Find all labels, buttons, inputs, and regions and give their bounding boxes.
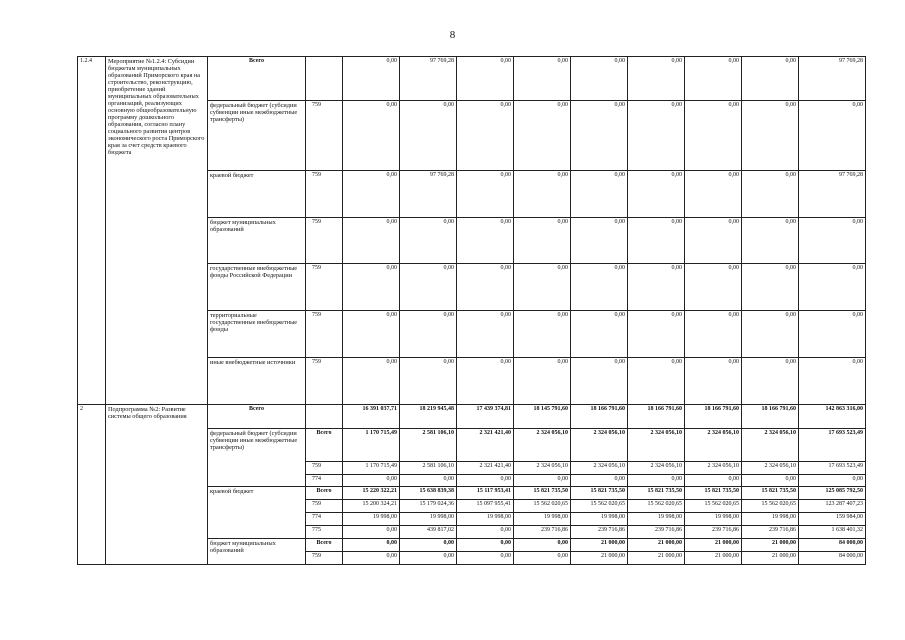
r1-src0-value-9: 0,00 bbox=[799, 101, 866, 171]
r1-src4-value-8: 0,00 bbox=[742, 311, 799, 358]
funding-source-label: территориальные государственные внебюджетные фонды bbox=[208, 311, 306, 358]
r1-src0-value-5: 0,00 bbox=[571, 101, 628, 171]
funding-source-label: федеральный бюджет (субсидии субвенции иные межбюджетные трансферты) bbox=[208, 101, 306, 171]
r2-mun1-value-6: 21 000,00 bbox=[628, 552, 685, 565]
r2-fed2-value-2: 0,00 bbox=[400, 475, 457, 487]
r1-src1-value-5: 0,00 bbox=[571, 171, 628, 218]
r1-src3-value-3: 0,00 bbox=[457, 264, 514, 311]
r1-src1-value-7: 0,00 bbox=[685, 171, 742, 218]
r1-src0-value-3: 0,00 bbox=[457, 101, 514, 171]
r2-fed2-value-4: 0,00 bbox=[514, 475, 571, 487]
r2-fed1-value-4: 2 324 056,10 bbox=[514, 462, 571, 475]
budget-code: 759 bbox=[306, 500, 343, 513]
r1-total-value-6: 0,00 bbox=[628, 57, 685, 101]
r2-reg2-value-8: 19 998,00 bbox=[742, 513, 799, 526]
r2-reg3-value-7: 239 716,86 bbox=[685, 526, 742, 539]
r2-total-value-1: 16 391 037,71 bbox=[343, 405, 400, 429]
budget-table bbox=[77, 56, 866, 565]
r1-total-value-5: 0,00 bbox=[571, 57, 628, 101]
r1-src2-value-1: 0,00 bbox=[343, 218, 400, 264]
total-label: Всего bbox=[208, 405, 306, 429]
total-label: Всего bbox=[208, 57, 306, 101]
r2-total-value-7: 18 166 791,60 bbox=[685, 405, 742, 429]
r1-src3-value-4: 0,00 bbox=[514, 264, 571, 311]
r2-reg2-value-5: 19 998,00 bbox=[571, 513, 628, 526]
r1-src2-value-3: 0,00 bbox=[457, 218, 514, 264]
row-number: 1.2.4 bbox=[78, 57, 106, 405]
row-2-total bbox=[78, 405, 866, 429]
r2-reg3-value-9: 1 638 401,32 bbox=[799, 526, 866, 539]
r1-total-value-8: 0,00 bbox=[742, 57, 799, 101]
r2-mun1-value-3: 0,00 bbox=[457, 552, 514, 565]
r2-total-value-3: 17 439 374,81 bbox=[457, 405, 514, 429]
r2-reg1-value-6: 15 562 020,65 bbox=[628, 500, 685, 513]
r2-fed0-value-1: 1 170 715,49 bbox=[343, 429, 400, 462]
r2-reg1-value-3: 15 097 955,41 bbox=[457, 500, 514, 513]
funding-source-label: государственные внебюджетные фонды Российской Федерации bbox=[208, 264, 306, 311]
r1-src1-value-6: 0,00 bbox=[628, 171, 685, 218]
r1-src0-value-2: 0,00 bbox=[400, 101, 457, 171]
r2-mun1-value-4: 0,00 bbox=[514, 552, 571, 565]
subprogram-title: Подпрограмма №2: Развитие системы общего образования bbox=[106, 405, 208, 565]
funding-source-label: краевой бюджет bbox=[208, 171, 306, 218]
r2-total-value-4: 18 145 791,60 bbox=[514, 405, 571, 429]
page-number: 8 bbox=[449, 29, 456, 41]
r2-reg1-value-5: 15 562 020,65 bbox=[571, 500, 628, 513]
r1-src3-value-9: 0,00 bbox=[799, 264, 866, 311]
r1-src2-value-2: 0,00 bbox=[400, 218, 457, 264]
r1-src4-value-6: 0,00 bbox=[628, 311, 685, 358]
r1-src5-value-7: 0,00 bbox=[685, 358, 742, 405]
r2-fed1-value-2: 2 581 106,10 bbox=[400, 462, 457, 475]
r1-src5-value-9: 0,00 bbox=[799, 358, 866, 405]
r2-mun1-value-5: 21 000,00 bbox=[571, 552, 628, 565]
budget-code: 759 bbox=[306, 358, 343, 405]
r2-fed2-value-9: 0,00 bbox=[799, 475, 866, 487]
r2-fed0-value-6: 2 324 056,10 bbox=[628, 429, 685, 462]
r2-reg2-value-6: 19 998,00 bbox=[628, 513, 685, 526]
r2-mun0-value-2: 0,00 bbox=[400, 539, 457, 552]
r1-src3-value-1: 0,00 bbox=[343, 264, 400, 311]
r2-fed2-value-5: 0,00 bbox=[571, 475, 628, 487]
r1-src4-value-7: 0,00 bbox=[685, 311, 742, 358]
r1-src1-value-4: 0,00 bbox=[514, 171, 571, 218]
r1-total-value-3: 0,00 bbox=[457, 57, 514, 101]
r2-reg1-value-9: 123 287 407,23 bbox=[799, 500, 866, 513]
r2-fed0-value-9: 17 693 523,49 bbox=[799, 429, 866, 462]
r1-src2-value-5: 0,00 bbox=[571, 218, 628, 264]
r2-reg0-value-4: 15 821 735,50 bbox=[514, 487, 571, 500]
r1-src0-value-7: 0,00 bbox=[685, 101, 742, 171]
r2-fed0-value-5: 2 324 056,10 bbox=[571, 429, 628, 462]
r2-fed2-value-6: 0,00 bbox=[628, 475, 685, 487]
budget-code: 775 bbox=[306, 526, 343, 539]
r1-src0-value-6: 0,00 bbox=[628, 101, 685, 171]
r1-src5-value-3: 0,00 bbox=[457, 358, 514, 405]
r2-reg1-value-7: 15 562 020,65 bbox=[685, 500, 742, 513]
r1-total-value-1: 0,00 bbox=[343, 57, 400, 101]
r1-src2-value-4: 0,00 bbox=[514, 218, 571, 264]
r1-src0-value-8: 0,00 bbox=[742, 101, 799, 171]
r1-src5-value-2: 0,00 bbox=[400, 358, 457, 405]
r2-reg1-value-8: 15 562 020,65 bbox=[742, 500, 799, 513]
r1-src5-value-6: 0,00 bbox=[628, 358, 685, 405]
r2-mun0-value-4: 0,00 bbox=[514, 539, 571, 552]
r2-fed1-value-6: 2 324 056,10 bbox=[628, 462, 685, 475]
r2-total-value-2: 18 219 945,48 bbox=[400, 405, 457, 429]
r1-src2-value-7: 0,00 bbox=[685, 218, 742, 264]
budget-code: 759 bbox=[306, 218, 343, 264]
r2-reg0-value-6: 15 821 735,50 bbox=[628, 487, 685, 500]
r2-fed1-value-3: 2 321 421,40 bbox=[457, 462, 514, 475]
r1-src1-value-9: 97 769,28 bbox=[799, 171, 866, 218]
r2-mun0-value-1: 0,00 bbox=[343, 539, 400, 552]
r2-reg2-value-2: 19 998,00 bbox=[400, 513, 457, 526]
r2-reg2-value-9: 159 984,00 bbox=[799, 513, 866, 526]
r2-fed1-value-1: 1 170 715,49 bbox=[343, 462, 400, 475]
r2-total-value-8: 18 166 791,60 bbox=[742, 405, 799, 429]
r1-src3-value-2: 0,00 bbox=[400, 264, 457, 311]
r1-src1-value-3: 0,00 bbox=[457, 171, 514, 218]
r2-reg2-value-4: 19 998,00 bbox=[514, 513, 571, 526]
code-cell bbox=[306, 57, 343, 101]
budget-code: 759 bbox=[306, 171, 343, 218]
r2-mun0-value-8: 21 000,00 bbox=[742, 539, 799, 552]
funding-source-label: бюджет муниципальных образований bbox=[208, 539, 306, 565]
r2-reg3-value-6: 239 716,86 bbox=[628, 526, 685, 539]
r1-src2-value-8: 0,00 bbox=[742, 218, 799, 264]
r2-reg2-value-3: 19 998,00 bbox=[457, 513, 514, 526]
r1-src4-value-3: 0,00 bbox=[457, 311, 514, 358]
r1-src3-value-5: 0,00 bbox=[571, 264, 628, 311]
budget-code: Всего bbox=[306, 539, 343, 552]
r2-fed2-value-1: 0,00 bbox=[343, 475, 400, 487]
r2-fed2-value-7: 0,00 bbox=[685, 475, 742, 487]
r2-reg3-value-4: 239 716,86 bbox=[514, 526, 571, 539]
r2-reg3-value-1: 0,00 bbox=[343, 526, 400, 539]
r2-mun0-value-3: 0,00 bbox=[457, 539, 514, 552]
r2-fed1-value-7: 2 324 056,10 bbox=[685, 462, 742, 475]
budget-code: 759 bbox=[306, 462, 343, 475]
r2-mun0-value-6: 21 000,00 bbox=[628, 539, 685, 552]
r1-src4-value-4: 0,00 bbox=[514, 311, 571, 358]
r1-src0-value-1: 0,00 bbox=[343, 101, 400, 171]
r2-reg0-value-8: 15 821 735,50 bbox=[742, 487, 799, 500]
r2-fed2-value-3: 0,00 bbox=[457, 475, 514, 487]
r2-reg2-value-7: 19 998,00 bbox=[685, 513, 742, 526]
r1-src5-value-4: 0,00 bbox=[514, 358, 571, 405]
r1-src1-value-8: 0,00 bbox=[742, 171, 799, 218]
r2-mun0-value-9: 84 000,00 bbox=[799, 539, 866, 552]
code-cell bbox=[306, 405, 343, 429]
r2-reg0-value-5: 15 821 735,50 bbox=[571, 487, 628, 500]
r2-reg2-value-1: 19 998,00 bbox=[343, 513, 400, 526]
r2-fed1-value-9: 17 693 523,49 bbox=[799, 462, 866, 475]
r2-mun1-value-1: 0,00 bbox=[343, 552, 400, 565]
funding-source-label: федеральный бюджет (субсидии субвенции иные межбюджетные трансферты) bbox=[208, 429, 306, 487]
r2-fed0-value-7: 2 324 056,10 bbox=[685, 429, 742, 462]
r1-src2-value-6: 0,00 bbox=[628, 218, 685, 264]
r1-src2-value-9: 0,00 bbox=[799, 218, 866, 264]
r2-fed0-value-2: 2 581 106,10 bbox=[400, 429, 457, 462]
r2-reg0-value-9: 125 085 792,50 bbox=[799, 487, 866, 500]
row-1-2-4-total bbox=[78, 57, 866, 101]
r1-src1-value-1: 0,00 bbox=[343, 171, 400, 218]
r1-src4-value-9: 0,00 bbox=[799, 311, 866, 358]
r2-reg0-value-1: 15 220 322,21 bbox=[343, 487, 400, 500]
r2-fed2-value-8: 0,00 bbox=[742, 475, 799, 487]
r1-total-value-2: 97 769,28 bbox=[400, 57, 457, 101]
r1-src5-value-8: 0,00 bbox=[742, 358, 799, 405]
r1-src1-value-2: 97 769,28 bbox=[400, 171, 457, 218]
r1-src0-value-4: 0,00 bbox=[514, 101, 571, 171]
r2-fed0-value-8: 2 324 056,10 bbox=[742, 429, 799, 462]
r1-src5-value-5: 0,00 bbox=[571, 358, 628, 405]
r2-reg0-value-3: 15 117 953,41 bbox=[457, 487, 514, 500]
r2-reg1-value-2: 15 179 024,36 bbox=[400, 500, 457, 513]
funding-source-label: иные внебюджетные источники bbox=[208, 358, 306, 405]
r1-src5-value-1: 0,00 bbox=[343, 358, 400, 405]
r2-mun0-value-5: 21 000,00 bbox=[571, 539, 628, 552]
r2-reg0-value-7: 15 821 735,50 bbox=[685, 487, 742, 500]
budget-code: 759 bbox=[306, 101, 343, 171]
r2-mun0-value-7: 21 000,00 bbox=[685, 539, 742, 552]
r2-reg1-value-1: 15 200 324,21 bbox=[343, 500, 400, 513]
r2-reg3-value-8: 239 716,86 bbox=[742, 526, 799, 539]
r1-src4-value-2: 0,00 bbox=[400, 311, 457, 358]
budget-code: 759 bbox=[306, 264, 343, 311]
budget-code: Всего bbox=[306, 487, 343, 500]
budget-code: Всего bbox=[306, 429, 343, 462]
r2-reg0-value-2: 15 638 839,38 bbox=[400, 487, 457, 500]
r2-total-value-9: 142 863 316,00 bbox=[799, 405, 866, 429]
r1-src4-value-1: 0,00 bbox=[343, 311, 400, 358]
funding-source-label: краевой бюджет bbox=[208, 487, 306, 539]
budget-code: 774 bbox=[306, 513, 343, 526]
r2-mun1-value-9: 84 000,00 bbox=[799, 552, 866, 565]
r1-total-value-7: 0,00 bbox=[685, 57, 742, 101]
r1-src4-value-5: 0,00 bbox=[571, 311, 628, 358]
r2-total-value-6: 18 166 791,60 bbox=[628, 405, 685, 429]
budget-code: 759 bbox=[306, 552, 343, 565]
r2-mun1-value-8: 21 000,00 bbox=[742, 552, 799, 565]
r2-fed0-value-3: 2 321 421,40 bbox=[457, 429, 514, 462]
r2-fed1-value-8: 2 324 056,10 bbox=[742, 462, 799, 475]
r2-reg3-value-2: 439 817,02 bbox=[400, 526, 457, 539]
funding-source-label: бюджет муниципальных образований bbox=[208, 218, 306, 264]
r2-reg1-value-4: 15 562 020,65 bbox=[514, 500, 571, 513]
r1-total-value-9: 97 769,28 bbox=[799, 57, 866, 101]
r2-fed1-value-5: 2 324 056,10 bbox=[571, 462, 628, 475]
r1-src3-value-6: 0,00 bbox=[628, 264, 685, 311]
r1-src3-value-7: 0,00 bbox=[685, 264, 742, 311]
measure-title: Мероприятие №1.2.4: Субсидии бюджетам муниципальных образований Приморского края на строительство, реконструкцию, приобретение зданий муниципальных образовательных организаций, реализующих основную общеобразовательную программу дошкольного образования, согласно плану социального развития центров экономического роста Приморского края за счет средств краевого бюджета bbox=[106, 57, 208, 405]
r2-fed0-value-4: 2 324 056,10 bbox=[514, 429, 571, 462]
r2-reg3-value-3: 0,00 bbox=[457, 526, 514, 539]
r2-mun1-value-2: 0,00 bbox=[400, 552, 457, 565]
r1-src3-value-8: 0,00 bbox=[742, 264, 799, 311]
budget-code: 774 bbox=[306, 475, 343, 487]
r2-total-value-5: 18 166 791,60 bbox=[571, 405, 628, 429]
row-number: 2 bbox=[78, 405, 106, 565]
r2-mun1-value-7: 21 000,00 bbox=[685, 552, 742, 565]
budget-code: 759 bbox=[306, 311, 343, 358]
r1-total-value-4: 0,00 bbox=[514, 57, 571, 101]
r2-reg3-value-5: 239 716,86 bbox=[571, 526, 628, 539]
